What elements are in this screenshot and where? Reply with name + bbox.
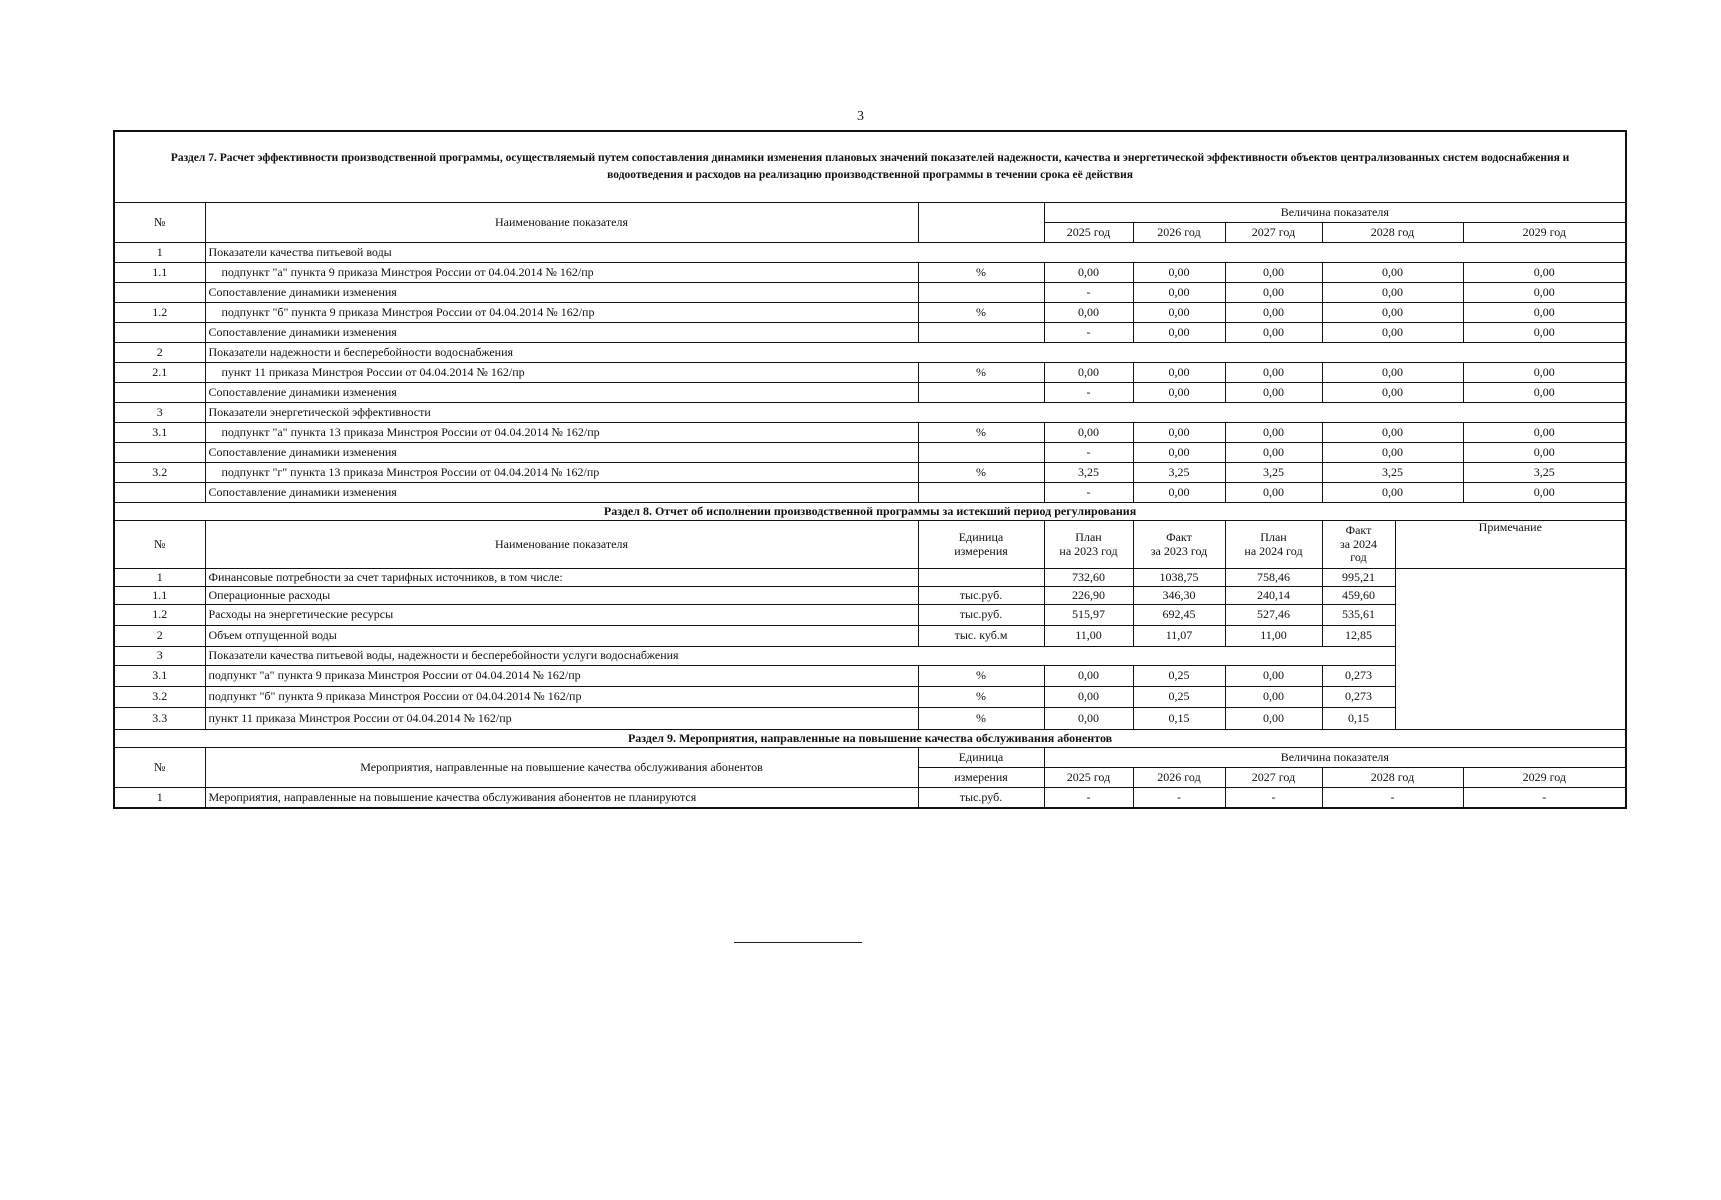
row-value: 0,00 bbox=[1225, 363, 1322, 383]
s8-fact2023-line2: за 2023 год bbox=[1150, 543, 1208, 558]
section7-title: Раздел 7. Расчет эффективности производственной программы, осуществляемый путем сопоставления динамики изменения плановых значений показателей надежности, качества и энергетической эффективности объектов централизованных систем водоснабжения и водоотведения и расходов на реализацию производственной программы в течении срока её действия bbox=[114, 131, 1626, 203]
table-row bbox=[114, 569, 1626, 587]
table-row bbox=[114, 403, 1626, 423]
s9-unit-header-line2: измерения bbox=[918, 768, 1044, 788]
row-value: 0,00 bbox=[1044, 363, 1133, 383]
row-value: 527,46 bbox=[1225, 605, 1322, 626]
row-value: 0,00 bbox=[1225, 423, 1322, 443]
row-note bbox=[1395, 569, 1626, 730]
s7-year-header: 2027 год bbox=[1225, 223, 1322, 243]
section8-title: Раздел 8. Отчет об исполнении производственной программы за истекший период регулирования bbox=[114, 503, 1626, 521]
row-value: 0,00 bbox=[1133, 323, 1225, 343]
row-value: 692,45 bbox=[1133, 605, 1225, 626]
main-table bbox=[113, 130, 1627, 809]
row-value: - bbox=[1044, 283, 1133, 303]
row-value: 0,00 bbox=[1133, 363, 1225, 383]
row-name: Расходы на энергетические ресурсы bbox=[205, 605, 918, 626]
row-unit: % bbox=[918, 363, 1044, 383]
row-number: 1 bbox=[114, 569, 205, 587]
row-value: 0,00 bbox=[1322, 423, 1463, 443]
row-number bbox=[114, 283, 205, 303]
row-value: - bbox=[1044, 443, 1133, 463]
row-value: 3,25 bbox=[1322, 463, 1463, 483]
s9-year-header: 2025 год bbox=[1044, 768, 1133, 788]
row-number: 1.1 bbox=[114, 263, 205, 283]
row-name: Финансовые потребности за счет тарифных источников, в том числе: bbox=[205, 569, 918, 587]
row-unit: % bbox=[918, 463, 1044, 483]
row-value: 0,00 bbox=[1322, 443, 1463, 463]
row-value: 0,00 bbox=[1463, 283, 1626, 303]
row-value: 0,00 bbox=[1225, 283, 1322, 303]
row-value: 0,00 bbox=[1133, 483, 1225, 503]
row-value: 0,00 bbox=[1463, 383, 1626, 403]
row-value: 3,25 bbox=[1133, 463, 1225, 483]
section9-title-row bbox=[114, 730, 1626, 748]
row-value: 11,00 bbox=[1225, 626, 1322, 647]
row-value: 0,00 bbox=[1044, 303, 1133, 323]
section7-header-row1 bbox=[114, 203, 1626, 223]
closing-rule bbox=[734, 942, 862, 943]
row-value: 0,00 bbox=[1044, 708, 1133, 730]
row-value: 0,00 bbox=[1463, 423, 1626, 443]
table-row bbox=[114, 363, 1626, 383]
section8-title-row bbox=[114, 503, 1626, 521]
row-value: 0,273 bbox=[1322, 666, 1395, 687]
row-name: Сопоставление динамики изменения bbox=[205, 483, 918, 503]
row-number: 2.1 bbox=[114, 363, 205, 383]
row-name: Операционные расходы bbox=[205, 587, 918, 605]
row-name: Показатели качества питьевой воды, надежности и бесперебойности услуги водоснабжения bbox=[205, 647, 1395, 666]
s8-plan2023-header bbox=[1044, 521, 1133, 569]
table-row bbox=[114, 303, 1626, 323]
row-unit bbox=[918, 323, 1044, 343]
row-unit: % bbox=[918, 303, 1044, 323]
row-value: 0,00 bbox=[1225, 323, 1322, 343]
s8-fact2023-line1: Факт bbox=[1166, 529, 1192, 544]
s9-year-header: 2029 год bbox=[1463, 768, 1626, 788]
row-unit: % bbox=[918, 423, 1044, 443]
row-value: 0,00 bbox=[1322, 383, 1463, 403]
row-number: 3 bbox=[114, 403, 205, 423]
row-value: 3,25 bbox=[1044, 463, 1133, 483]
row-number: 1.1 bbox=[114, 587, 205, 605]
row-unit bbox=[918, 443, 1044, 463]
row-value: 0,00 bbox=[1225, 687, 1322, 708]
s7-name-header: Наименование показателя bbox=[205, 203, 918, 243]
row-name: Показатели качества питьевой воды bbox=[205, 243, 1626, 263]
row-unit bbox=[918, 569, 1044, 587]
row-value: 0,15 bbox=[1322, 708, 1395, 730]
table-row bbox=[114, 483, 1626, 503]
table-row bbox=[114, 283, 1626, 303]
row-number: 3.1 bbox=[114, 666, 205, 687]
s8-fact2024-line2: за 2024 bbox=[1339, 536, 1378, 551]
s9-num-header: № bbox=[114, 748, 205, 788]
row-unit: % bbox=[918, 708, 1044, 730]
row-value: 0,00 bbox=[1133, 443, 1225, 463]
row-value: 3,25 bbox=[1225, 463, 1322, 483]
s8-plan2024-header bbox=[1225, 521, 1322, 569]
s8-plan2023-line1: План bbox=[1075, 529, 1102, 544]
s7-unit-header bbox=[918, 203, 1044, 243]
row-name: Объем отпущенной воды bbox=[205, 626, 918, 647]
row-name: Мероприятия, направленные на повышение качества обслуживания абонентов не планируются bbox=[205, 788, 918, 809]
s7-year-header: 2028 год bbox=[1322, 223, 1463, 243]
document-body bbox=[113, 130, 1625, 809]
row-value: - bbox=[1133, 788, 1225, 809]
row-value: 0,00 bbox=[1225, 303, 1322, 323]
row-value: 226,90 bbox=[1044, 587, 1133, 605]
row-name: подпункт "б" пункта 9 приказа Минстроя России от 04.04.2014 № 162/пр bbox=[205, 687, 918, 708]
row-name: Показатели надежности и бесперебойности водоснабжения bbox=[205, 343, 1626, 363]
s8-name-header: Наименование показателя bbox=[205, 521, 918, 569]
row-value: 0,00 bbox=[1133, 263, 1225, 283]
row-value: 758,46 bbox=[1225, 569, 1322, 587]
row-value: 0,00 bbox=[1463, 443, 1626, 463]
row-value: 0,00 bbox=[1322, 363, 1463, 383]
s9-unit-header-line1: Единица bbox=[918, 748, 1044, 768]
row-number: 3.3 bbox=[114, 708, 205, 730]
row-number: 3.2 bbox=[114, 687, 205, 708]
row-value: - bbox=[1225, 788, 1322, 809]
row-value: 0,00 bbox=[1225, 263, 1322, 283]
row-value: 995,21 bbox=[1322, 569, 1395, 587]
table-row bbox=[114, 243, 1626, 263]
s7-year-header: 2025 год bbox=[1044, 223, 1133, 243]
row-value: 0,00 bbox=[1133, 383, 1225, 403]
row-name: пункт 11 приказа Минстроя России от 04.04.2014 № 162/пр bbox=[205, 708, 918, 730]
s9-value-group-header: Величина показателя bbox=[1044, 748, 1626, 768]
row-unit: % bbox=[918, 666, 1044, 687]
section8-header-row bbox=[114, 521, 1626, 569]
table-row bbox=[114, 323, 1626, 343]
row-value: 0,00 bbox=[1322, 303, 1463, 323]
row-value: 0,273 bbox=[1322, 687, 1395, 708]
row-number: 1 bbox=[114, 243, 205, 263]
table-row bbox=[114, 788, 1626, 809]
row-name: Сопоставление динамики изменения bbox=[205, 323, 918, 343]
row-number: 3.1 bbox=[114, 423, 205, 443]
row-unit bbox=[918, 283, 1044, 303]
section7-rows bbox=[114, 243, 1626, 503]
row-value: - bbox=[1044, 383, 1133, 403]
row-value: 0,00 bbox=[1225, 443, 1322, 463]
row-value: 3,25 bbox=[1463, 463, 1626, 483]
row-value: 0,00 bbox=[1463, 263, 1626, 283]
section7-title-row bbox=[114, 131, 1626, 203]
s8-fact2023-header bbox=[1133, 521, 1225, 569]
row-name: подпункт "б" пункта 9 приказа Минстроя России от 04.04.2014 № 162/пр bbox=[205, 303, 918, 323]
s7-year-header: 2029 год bbox=[1463, 223, 1626, 243]
row-number: 1.2 bbox=[114, 303, 205, 323]
row-value: 0,00 bbox=[1322, 483, 1463, 503]
row-number: 1.2 bbox=[114, 605, 205, 626]
table-row bbox=[114, 423, 1626, 443]
row-value: 0,25 bbox=[1133, 687, 1225, 708]
row-unit bbox=[918, 483, 1044, 503]
s8-unit-header-line2: измерения bbox=[954, 543, 1008, 558]
section8-rows bbox=[114, 569, 1626, 730]
row-value: 0,15 bbox=[1133, 708, 1225, 730]
row-unit: тыс.руб. bbox=[918, 587, 1044, 605]
s8-fact2024-line3: год bbox=[1350, 550, 1367, 565]
s7-value-group-header: Величина показателя bbox=[1044, 203, 1626, 223]
row-value: 0,00 bbox=[1225, 666, 1322, 687]
row-value: 11,00 bbox=[1044, 626, 1133, 647]
row-unit: тыс.руб. bbox=[918, 788, 1044, 809]
page-number: 3 bbox=[857, 109, 864, 124]
table-row bbox=[114, 343, 1626, 363]
row-name: подпункт "а" пункта 13 приказа Минстроя России от 04.04.2014 № 162/пр bbox=[205, 423, 918, 443]
row-value: 0,00 bbox=[1225, 708, 1322, 730]
row-unit: тыс.руб. bbox=[918, 605, 1044, 626]
row-value: 0,00 bbox=[1322, 263, 1463, 283]
section9-header-row1 bbox=[114, 748, 1626, 768]
row-name: Сопоставление динамики изменения bbox=[205, 443, 918, 463]
row-value: 0,00 bbox=[1225, 383, 1322, 403]
row-name: Сопоставление динамики изменения bbox=[205, 283, 918, 303]
row-value: 12,85 bbox=[1322, 626, 1395, 647]
row-value: 0,00 bbox=[1463, 303, 1626, 323]
row-unit bbox=[918, 383, 1044, 403]
row-name: подпункт "г" пункта 13 приказа Минстроя России от 04.04.2014 № 162/пр bbox=[205, 463, 918, 483]
row-value: 0,00 bbox=[1463, 363, 1626, 383]
row-name: подпункт "а" пункта 9 приказа Минстроя России от 04.04.2014 № 162/пр bbox=[205, 666, 918, 687]
row-value: 0,00 bbox=[1044, 666, 1133, 687]
row-number: 2 bbox=[114, 343, 205, 363]
row-value: 1038,75 bbox=[1133, 569, 1225, 587]
row-name: Сопоставление динамики изменения bbox=[205, 383, 918, 403]
row-number bbox=[114, 443, 205, 463]
row-value: - bbox=[1044, 323, 1133, 343]
row-name: подпункт "а" пункта 9 приказа Минстроя России от 04.04.2014 № 162/пр bbox=[205, 263, 918, 283]
s8-unit-header-line1: Единица bbox=[958, 529, 1004, 544]
row-value: 0,00 bbox=[1322, 283, 1463, 303]
table-row bbox=[114, 263, 1626, 283]
row-value: 240,14 bbox=[1225, 587, 1322, 605]
table-row bbox=[114, 443, 1626, 463]
row-name: Показатели энергетической эффективности bbox=[205, 403, 1626, 423]
s8-plan2023-line2: на 2023 год bbox=[1059, 543, 1118, 558]
row-value: 0,00 bbox=[1463, 323, 1626, 343]
row-value: - bbox=[1044, 483, 1133, 503]
row-value: 535,61 bbox=[1322, 605, 1395, 626]
section9-title: Раздел 9. Мероприятия, направленные на повышение качества обслуживания абонентов bbox=[114, 730, 1626, 748]
section9-rows bbox=[114, 788, 1626, 809]
s8-unit-header bbox=[918, 521, 1044, 569]
row-number bbox=[114, 483, 205, 503]
row-value: 0,00 bbox=[1044, 423, 1133, 443]
s9-year-header: 2026 год bbox=[1133, 768, 1225, 788]
row-number: 3 bbox=[114, 647, 205, 666]
row-number: 3.2 bbox=[114, 463, 205, 483]
row-unit: % bbox=[918, 687, 1044, 708]
s8-plan2024-line1: План bbox=[1260, 529, 1287, 544]
row-value: 0,00 bbox=[1225, 483, 1322, 503]
row-value: 0,00 bbox=[1322, 323, 1463, 343]
row-number bbox=[114, 383, 205, 403]
s9-year-header: 2027 год bbox=[1225, 768, 1322, 788]
row-value: 0,00 bbox=[1044, 687, 1133, 708]
row-number: 1 bbox=[114, 788, 205, 809]
s7-year-header: 2026 год bbox=[1133, 223, 1225, 243]
row-number bbox=[114, 323, 205, 343]
s9-name-header: Мероприятия, направленные на повышение качества обслуживания абонентов bbox=[205, 748, 918, 788]
s8-fact2024-line1: Факт bbox=[1345, 522, 1372, 537]
row-value: 0,00 bbox=[1133, 283, 1225, 303]
row-value: 0,00 bbox=[1133, 423, 1225, 443]
row-unit: % bbox=[918, 263, 1044, 283]
row-name: пункт 11 приказа Минстроя России от 04.04.2014 № 162/пр bbox=[205, 363, 918, 383]
row-number: 2 bbox=[114, 626, 205, 647]
row-value: 0,00 bbox=[1133, 303, 1225, 323]
s8-note-header: Примечание bbox=[1395, 521, 1626, 569]
s8-plan2024-line2: на 2024 год bbox=[1244, 543, 1303, 558]
row-value: 11,07 bbox=[1133, 626, 1225, 647]
row-value: - bbox=[1322, 788, 1463, 809]
row-value: 0,00 bbox=[1044, 263, 1133, 283]
s7-num-header: № bbox=[114, 203, 205, 243]
row-value: 346,30 bbox=[1133, 587, 1225, 605]
s9-year-header: 2028 год bbox=[1322, 768, 1463, 788]
row-value: 732,60 bbox=[1044, 569, 1133, 587]
s8-fact2024-header bbox=[1322, 521, 1395, 569]
row-value: 515,97 bbox=[1044, 605, 1133, 626]
row-value: 459,60 bbox=[1322, 587, 1395, 605]
row-value: 0,00 bbox=[1463, 483, 1626, 503]
table-row bbox=[114, 383, 1626, 403]
row-value: 0,25 bbox=[1133, 666, 1225, 687]
row-value: - bbox=[1044, 788, 1133, 809]
s8-num-header: № bbox=[114, 521, 205, 569]
row-unit: тыс. куб.м bbox=[918, 626, 1044, 647]
row-value: - bbox=[1463, 788, 1626, 809]
table-row bbox=[114, 463, 1626, 483]
